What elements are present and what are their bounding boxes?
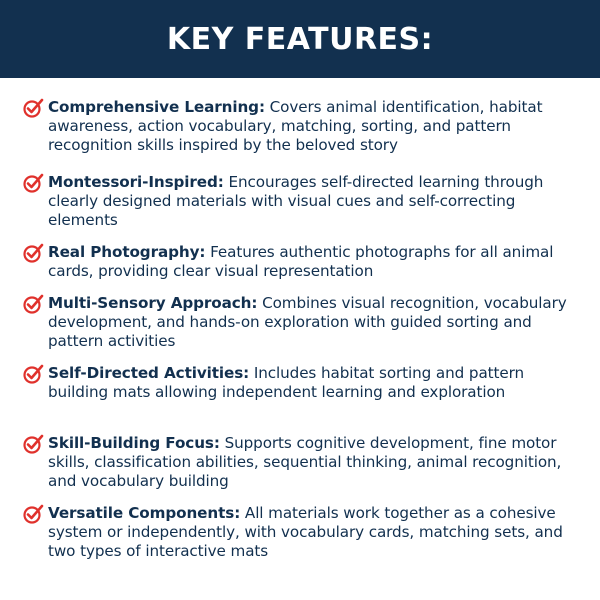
check-circle-icon: [22, 503, 48, 527]
feature-item: [22, 243, 582, 281]
check-circle-icon: [22, 172, 48, 196]
feature-description: Supports cognitive development, fine motor skills, classification abilities, sequential thinking, animal recognition, and vocabulary building: [48, 434, 562, 490]
feature-item: [22, 98, 582, 155]
feature-description: All materials work together as a cohesive system or independently, with vocabulary cards, matching sets, and two types of interactive mats: [48, 504, 563, 560]
feature-description: Encourages self-directed learning through clearly designed materials with visual cues and self-correcting elements: [48, 173, 544, 229]
feature-text: [48, 173, 582, 230]
feature-item: [22, 173, 582, 230]
feature-description: Features authentic photographs for all animal cards, providing clear visual representation: [48, 243, 554, 280]
check-circle-icon: [22, 97, 48, 121]
feature-text: [48, 243, 582, 281]
check-circle-icon: [22, 433, 48, 457]
feature-description: Covers animal identification, habitat awareness, action vocabulary, matching, sorting, and pattern recognition skills inspired by the beloved story: [48, 98, 543, 154]
check-circle-icon: [22, 242, 48, 266]
feature-title: Comprehensive Learning:: [48, 98, 265, 116]
feature-item: [22, 504, 582, 561]
feature-title: Self-Directed Activities:: [48, 364, 250, 382]
feature-item: [22, 434, 582, 491]
check-circle-icon: [22, 363, 48, 387]
check-circle-icon: [22, 293, 48, 317]
feature-title: Multi-Sensory Approach:: [48, 294, 258, 312]
header-banner: [0, 0, 600, 78]
feature-text: [48, 434, 582, 491]
feature-text: [48, 504, 582, 561]
feature-text: [48, 294, 582, 351]
feature-description: Combines visual recognition, vocabulary development, and hands-on exploration with guided sorting and pattern activities: [48, 294, 567, 350]
feature-title: Montessori-Inspired:: [48, 173, 224, 191]
feature-item: [22, 294, 582, 351]
feature-text: [48, 364, 582, 402]
feature-description: Includes habitat sorting and pattern building mats allowing independent learning and exploration: [48, 364, 525, 401]
feature-item: [22, 364, 582, 402]
feature-title: Versatile Components:: [48, 504, 241, 522]
feature-title: Real Photography:: [48, 243, 206, 261]
feature-title: Skill-Building Focus:: [48, 434, 220, 452]
page-title: KEY FEATURES:: [166, 21, 434, 57]
feature-text: [48, 98, 582, 155]
